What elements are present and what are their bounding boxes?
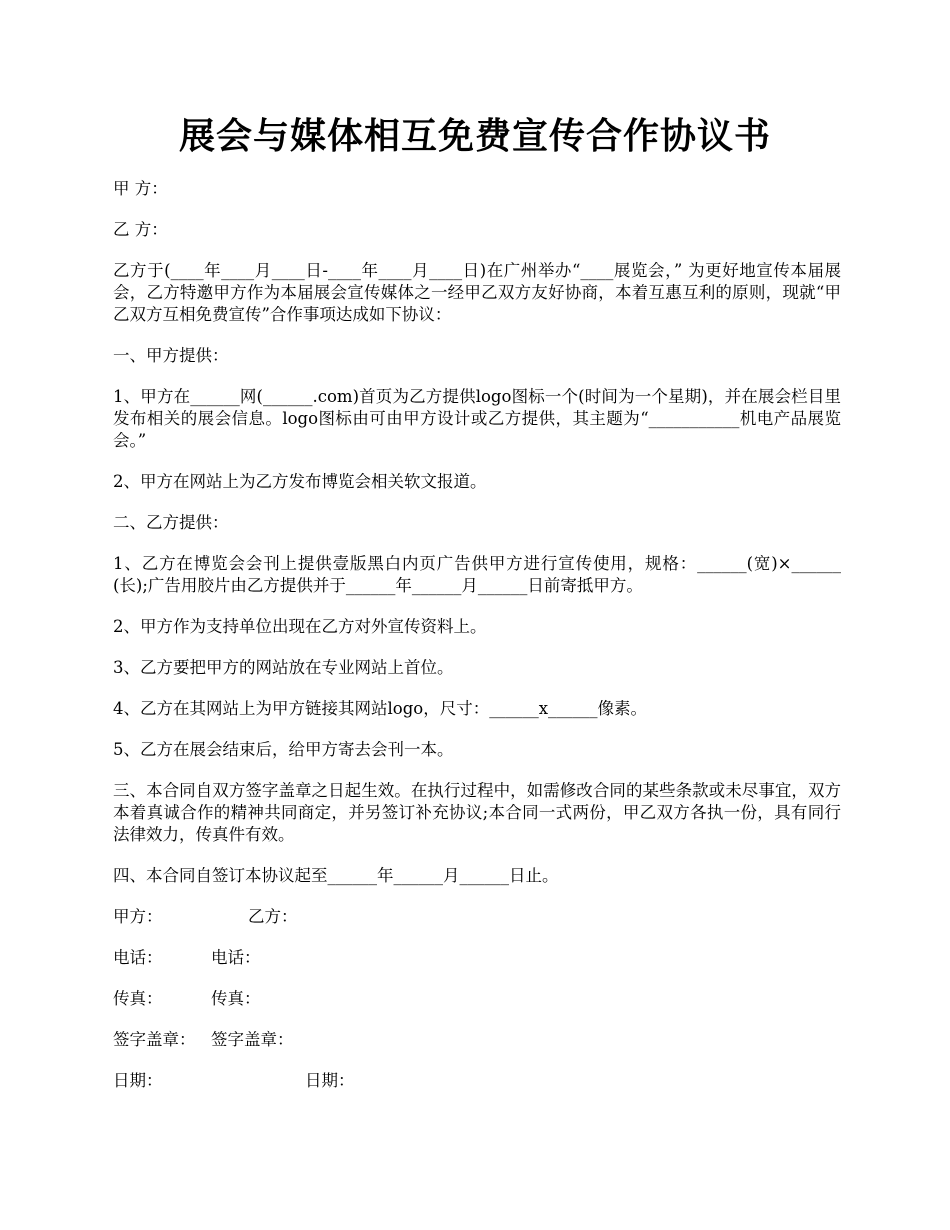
fax-b-label: 传真： [211,989,261,1008]
section2-item: 5、乙方在展会结束后，给甲方寄去会刊一本。 [113,740,454,759]
section1-item: 2、甲方在网站上为乙方发布博览会相关软文报道。 [113,472,487,491]
section2-item: 2、甲方作为支持单位出现在乙方对外宣传资料上。 [113,617,487,636]
section1-item: 1、甲方在______网(______.com)首页为乙方提供logo图标一个(时间为一个星期)，并在展会栏目里发布相关的展会信息。logo图标由可由甲方设计或乙方提供，其主题为“___________机电产品展览会。” [113,387,841,450]
intro-paragraph: 乙方于(____年____月____日-____年____月____日)在广州举办“____展览会，” 为更好地宣传本届展会，乙方特邀甲方作为本届展会宣传媒体之一经甲乙双方友好协商，本着互惠互利的原则，现就“甲乙双方互相免费宣传”合作事项达成如下协议： [113,261,841,324]
phone-a-label: 电话： [113,948,163,967]
date-b-label: 日期： [305,1071,355,1090]
party-a-label: 甲 方： [113,179,168,198]
signature-phone-row [113,947,841,969]
seal-b-label: 签字盖章： [211,1030,294,1049]
party-b-label: 乙 方： [113,220,168,239]
party-a-signature-label: 甲方： [113,907,163,926]
document-title: 展会与媒体相互免费宣传合作协议书 [178,115,771,157]
date-a-label: 日期： [113,1071,163,1090]
signature-fax-row [113,988,841,1010]
fax-a-label: 传真： [113,989,163,1008]
section4-paragraph: 四、本合同自签订本协议起至______年______月______日止。 [113,866,559,885]
section2-item: 1、乙方在博览会会刊上提供壹版黑白内页广告供甲方进行宣传使用，规格：______(宽)×______(长);广告用胶片由乙方提供并于______年______月______日前寄抵甲方。 [113,554,841,595]
signature-date-row [113,1070,841,1092]
section2-item: 4、乙方在其网站上为甲方链接其网站logo，尺寸：______x______像素。 [113,699,648,718]
seal-a-label: 签字盖章： [113,1030,196,1049]
phone-b-label: 电话： [211,948,261,967]
section2-heading: 二、乙方提供： [113,513,229,532]
section2-item: 3、乙方要把甲方的网站放在专业网站上首位。 [113,658,454,677]
section3-paragraph: 三、本合同自双方签字盖章之日起生效。在执行过程中，如需修改合同的某些条款或未尽事宜，双方本着真诚合作的精神共同商定，并另签订补充协议;本合同一式两份，甲乙双方各执一份，具有同行法律效力，传真件有效。 [113,781,841,844]
section1-heading: 一、甲方提供： [113,346,229,365]
signature-seal-row [113,1029,841,1051]
document-body [113,178,841,1111]
party-b-signature-label: 乙方： [248,907,298,926]
signature-party-row [113,906,841,928]
